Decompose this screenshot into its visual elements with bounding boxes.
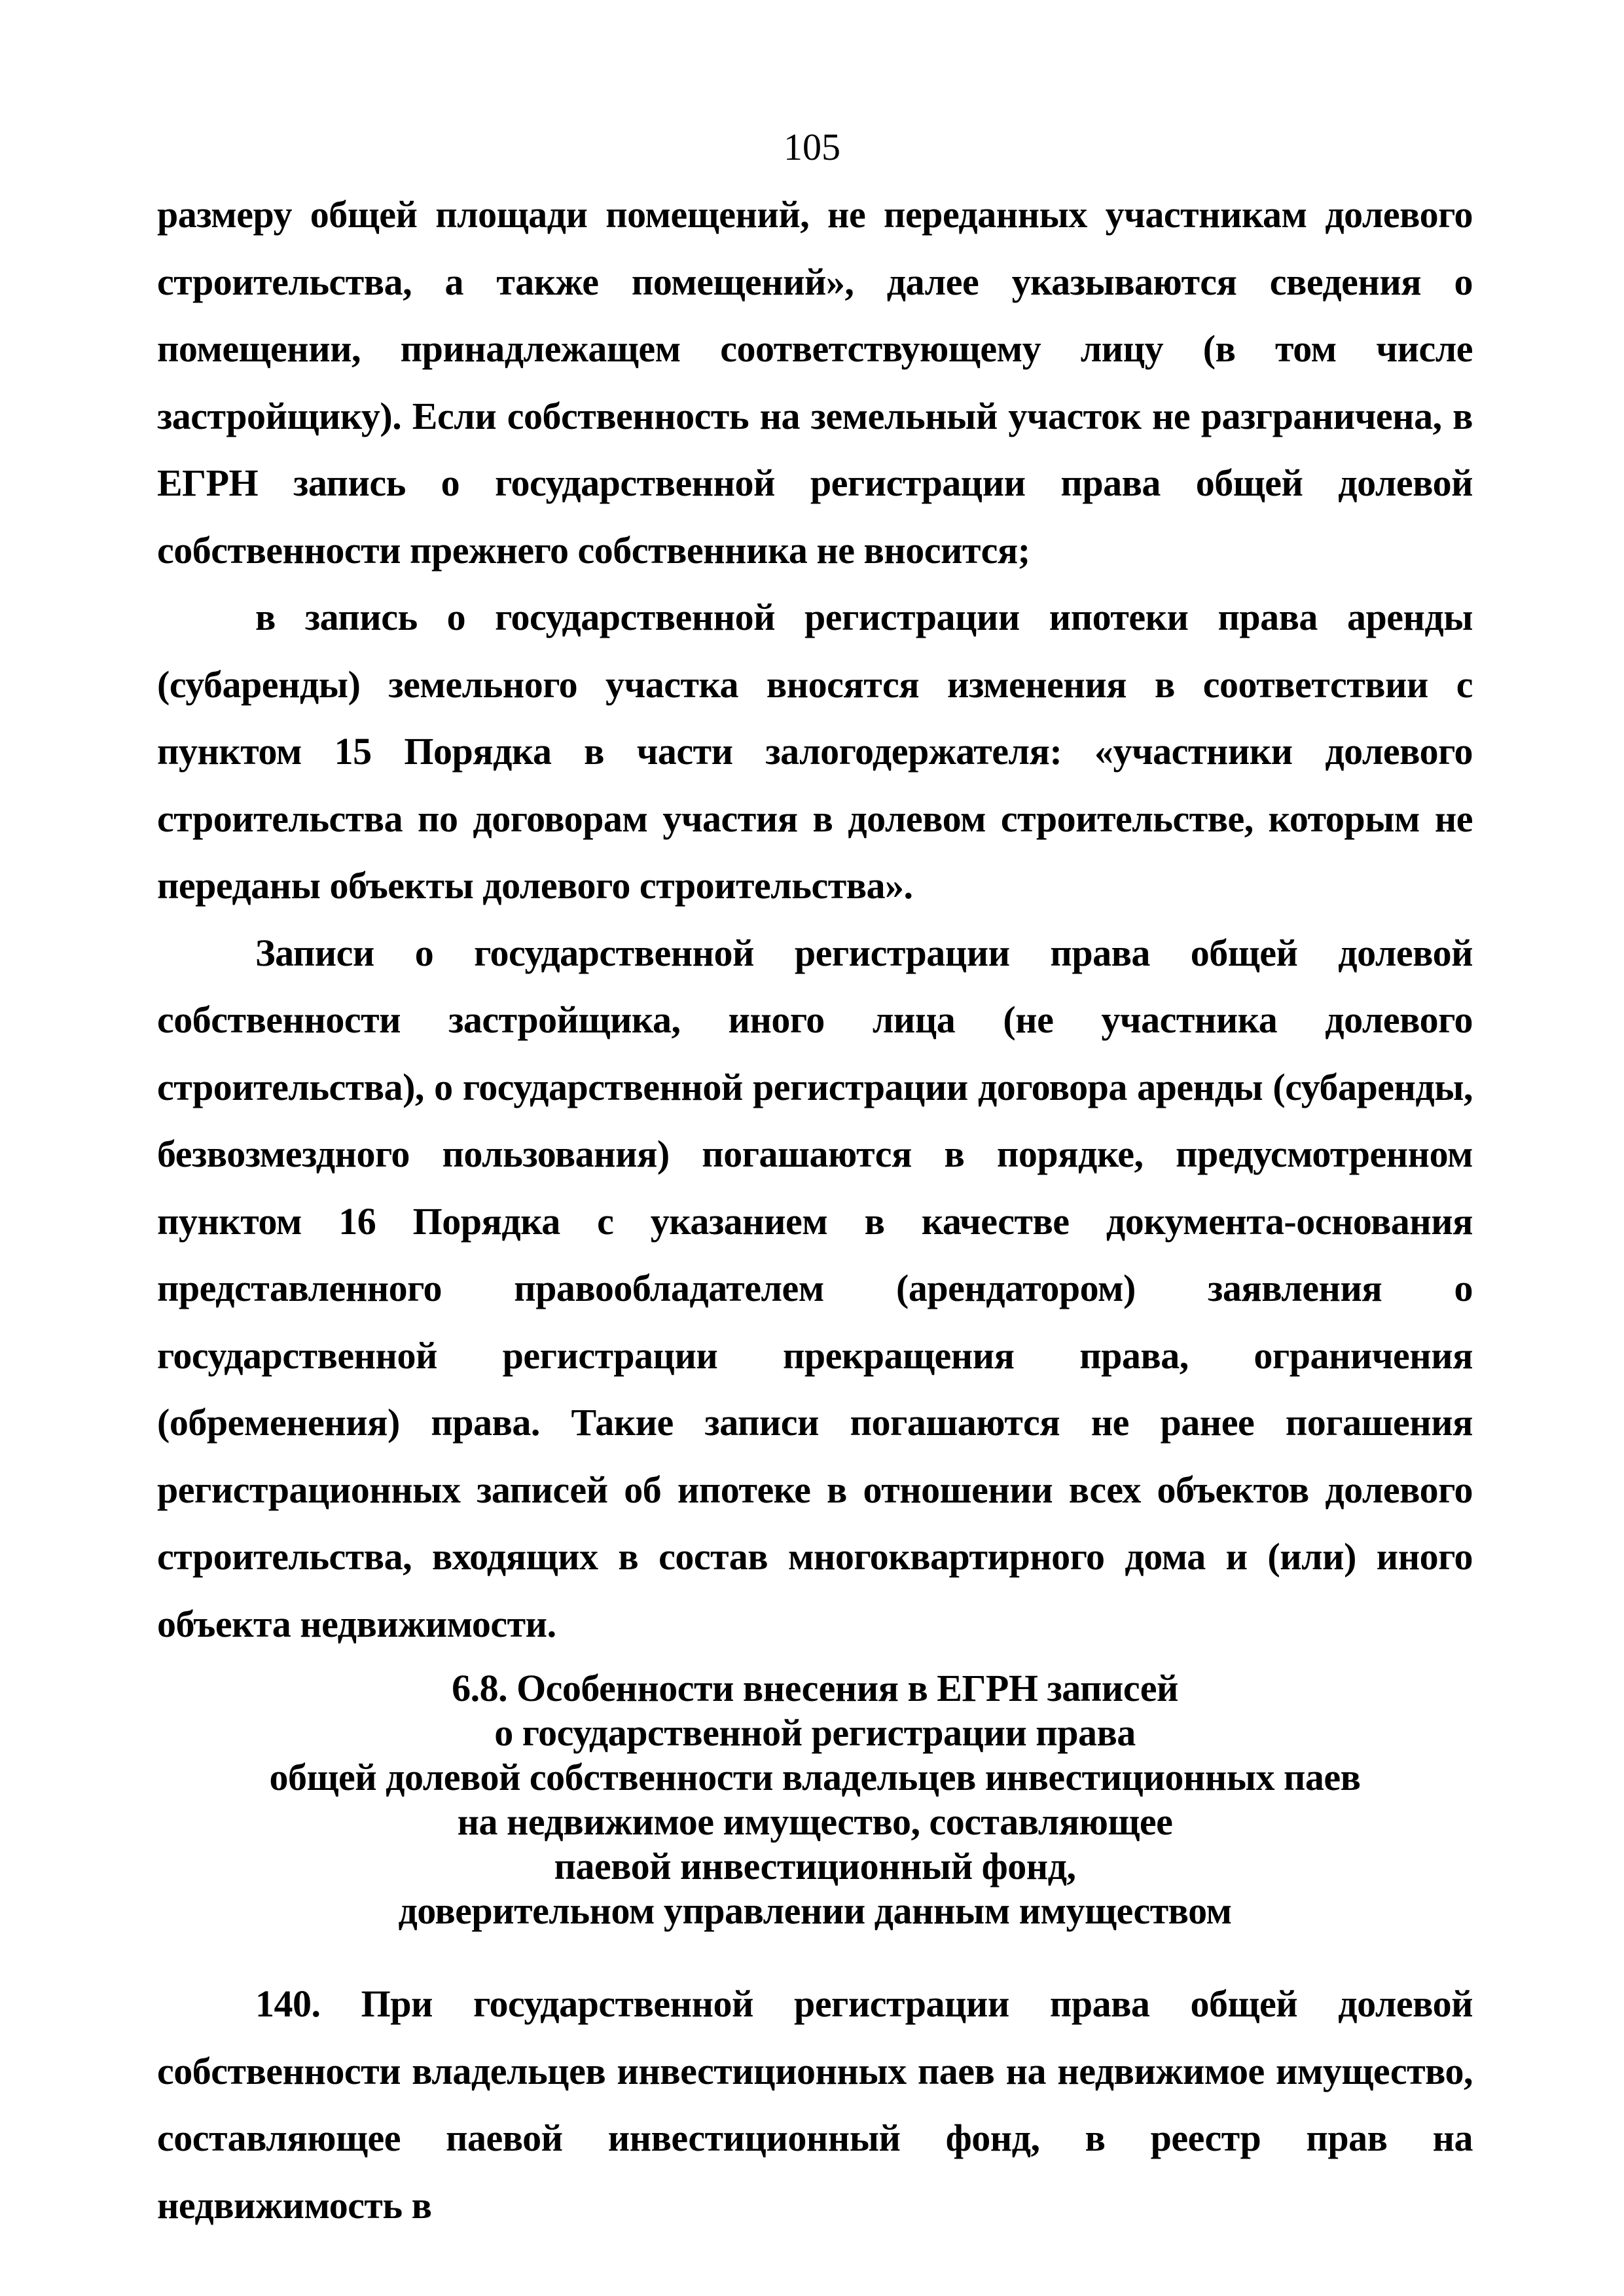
section-heading-line: о государственной регистрации права <box>494 1711 1136 1754</box>
paragraph-140: 140. При государственной регистрации права общей долевой собственности владельцев инвестиционных паев на недвижимое имущество, составляющее паевой инвестиционный фонд, в реестр прав на недвижимость в <box>157 1982 1473 2227</box>
section-heading-line: общей долевой собственности владельцев инвестиционных паев <box>269 1756 1361 1798</box>
section-heading-line: доверительном управлении данным имуществом <box>398 1889 1232 1932</box>
section-heading <box>157 1666 1473 1933</box>
section-body-text <box>157 1971 1473 2239</box>
paragraph-records-cancellation: Записи о государственной регистрации права общей долевой собственности застройщика, иного лица (не участника долевого строительства), о государственной регистрации договора аренды (субаренды, безвозмездного пользования) погашаются в порядке, предусмотренном пунктом 16 Порядка с указанием в качестве документа-основания представленного правообладателем (арендатором) заявления о государственной регистрации прекращения права, ограничения (обременения) права. Такие записи погашаются не ранее погашения регистрационных записей об ипотеке в отношении всех объектов долевого строительства, входящих в состав многоквартирного дома и (или) иного объекта недвижимости. <box>157 931 1473 1645</box>
body-text <box>157 181 1473 1658</box>
page-number: 105 <box>784 126 840 168</box>
section-heading-line: 6.8. Особенности внесения в ЕГРН записей <box>452 1667 1178 1709</box>
paragraph-continuation: размеру общей площади помещений, не переданных участникам долевого строительства, а также помещений», далее указываются сведения о помещении, принадлежащем соответствующему лицу (в том числе застройщику). Если собственность на земельный участок не разграничена, в ЕГРН запись о государственной регистрации права общей долевой собственности прежнего собственника не вносится; <box>157 193 1473 572</box>
section-heading-line: паевой инвестиционный фонд, <box>554 1845 1076 1887</box>
section-heading-line: на недвижимое имущество, составляющее <box>457 1800 1173 1843</box>
paragraph-mortgage-record: в запись о государственной регистрации ипотеки права аренды (субаренды) земельного участка вносятся изменения в соответствии с пунктом 15 Порядка в части залогодержателя: «участники долевого строительства по договорам участия в долевом строительстве, которым не переданы объекты долевого строительства». <box>157 596 1473 907</box>
